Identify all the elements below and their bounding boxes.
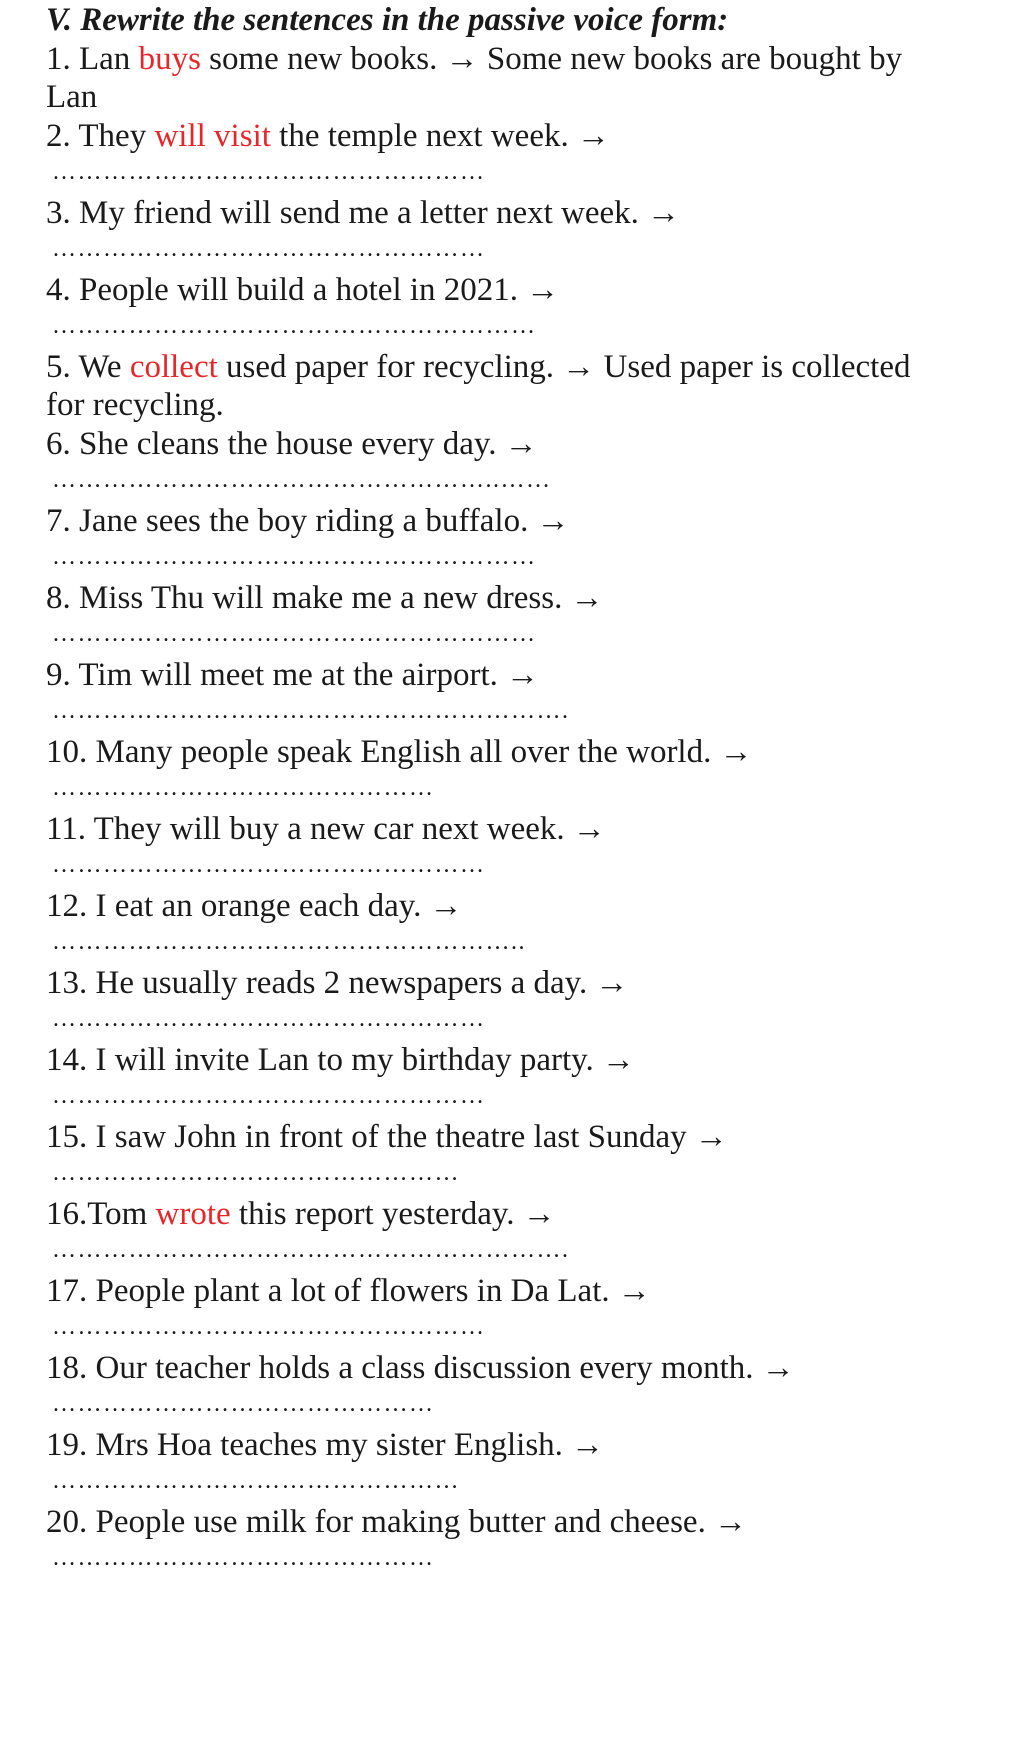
exercise-sentence (46, 115, 610, 158)
exercise-sentence (46, 1270, 651, 1313)
answer-blank: ……………………………………………………. (52, 698, 570, 724)
exercise-sentence (46, 1347, 795, 1390)
answer-blank: ……………………………………… (52, 1545, 435, 1571)
exercise-sentence (46, 269, 559, 312)
sentence-text: some new books. → Some new books are bought by (200, 41, 903, 77)
exercise-sentence (46, 1116, 728, 1159)
sentence-text: 18. Our teacher holds a class discussion every month. → (46, 1350, 795, 1386)
answer-blank: ………………………………………… (52, 1468, 460, 1494)
answer-blank: ……………………………………………..…… (52, 467, 552, 493)
answer-blank: …………………………………………… (52, 852, 486, 878)
answer-blank: ………………………………………………… (52, 544, 537, 570)
answer-blank: ………………………………………………… (52, 313, 537, 339)
sentence-text: used paper for recycling. → Used paper is collected (217, 349, 911, 385)
sentence-text: 17. People plant a lot of flowers in Da Lat. → (46, 1273, 651, 1309)
exercise-sentence (46, 38, 902, 81)
sentence-text: 1. Lan (46, 41, 139, 77)
answer-blank: …………………………………………… (52, 1083, 486, 1109)
sentence-text: 16.Tom (46, 1196, 156, 1232)
sentence-text: this report yesterday. → (230, 1196, 556, 1232)
exercise-sentence (46, 1501, 747, 1544)
sentence-text: 20. People use milk for making butter and cheese. → (46, 1504, 748, 1540)
answer-blank: ……………………………………………………. (52, 1237, 570, 1263)
sentence-text: 5. We (46, 349, 130, 385)
exercise-sentence (46, 192, 680, 235)
exercise-sentence (46, 654, 539, 697)
sentence-text: 8. Miss Thu will make me a new dress. → (46, 580, 604, 616)
exercise-sentence (46, 885, 463, 928)
sentence-text: 10. Many people speak English all over the world. → (46, 734, 753, 770)
exercise-heading: V. Rewrite the sentences in the passive voice form: (46, 2, 729, 38)
answer-blank: ……………………………………… (52, 1391, 435, 1417)
highlighted-verb: collect (129, 349, 218, 385)
sentence-text: 6. She cleans the house every day. → (46, 426, 538, 462)
sentence-continuation: for recycling. (46, 387, 224, 423)
exercise-sentence (46, 1193, 556, 1236)
answer-blank: …………………………………………… (52, 159, 486, 185)
answer-blank: …………………………………………… (52, 1006, 486, 1032)
exercise-sentence (46, 962, 629, 1005)
sentence-text: 13. He usually reads 2 newspapers a day. → (46, 965, 629, 1001)
exercise-sentence (46, 1039, 635, 1082)
sentence-text: 7. Jane sees the boy riding a buffalo. → (46, 503, 570, 539)
sentence-text: 19. Mrs Hoa teaches my sister English. → (46, 1427, 605, 1463)
sentence-text: the temple next week. → (270, 118, 610, 154)
highlighted-verb: will visit (154, 118, 271, 154)
sentence-text: 9. Tim will meet me at the airport. → (46, 657, 540, 693)
exercise-sentence (46, 346, 911, 389)
answer-blank: ………………………………………………… (52, 621, 537, 647)
sentence-text: 4. People will build a hotel in 2021. → (46, 272, 560, 308)
answer-blank: ……………………………………………….. (52, 929, 526, 955)
exercise-sentence (46, 808, 606, 851)
exercise-sentence (46, 731, 753, 774)
sentence-text: 2. They (46, 118, 155, 154)
answer-blank: …………………………………………… (52, 1314, 486, 1340)
sentence-text: 3. My friend will send me a letter next week. → (46, 195, 681, 231)
exercise-sentence (46, 1424, 604, 1467)
exercise-sentence (46, 423, 538, 466)
answer-blank: …………………………………………… (52, 236, 486, 262)
sentence-text: 14. I will invite Lan to my birthday party. → (46, 1042, 636, 1078)
answer-blank: ……………………………………… (52, 775, 435, 801)
sentence-text: 15. I saw John in front of the theatre last Sunday → (46, 1119, 728, 1155)
highlighted-verb: wrote (155, 1196, 231, 1232)
sentence-text: 11. They will buy a new car next week. → (46, 811, 606, 847)
exercise-sentence (46, 577, 604, 620)
answer-blank: ………………………………………… (52, 1160, 460, 1186)
sentence-continuation: Lan (46, 79, 98, 115)
highlighted-verb: buys (138, 41, 201, 77)
exercise-sentence (46, 500, 570, 543)
sentence-text: 12. I eat an orange each day. → (46, 888, 463, 924)
